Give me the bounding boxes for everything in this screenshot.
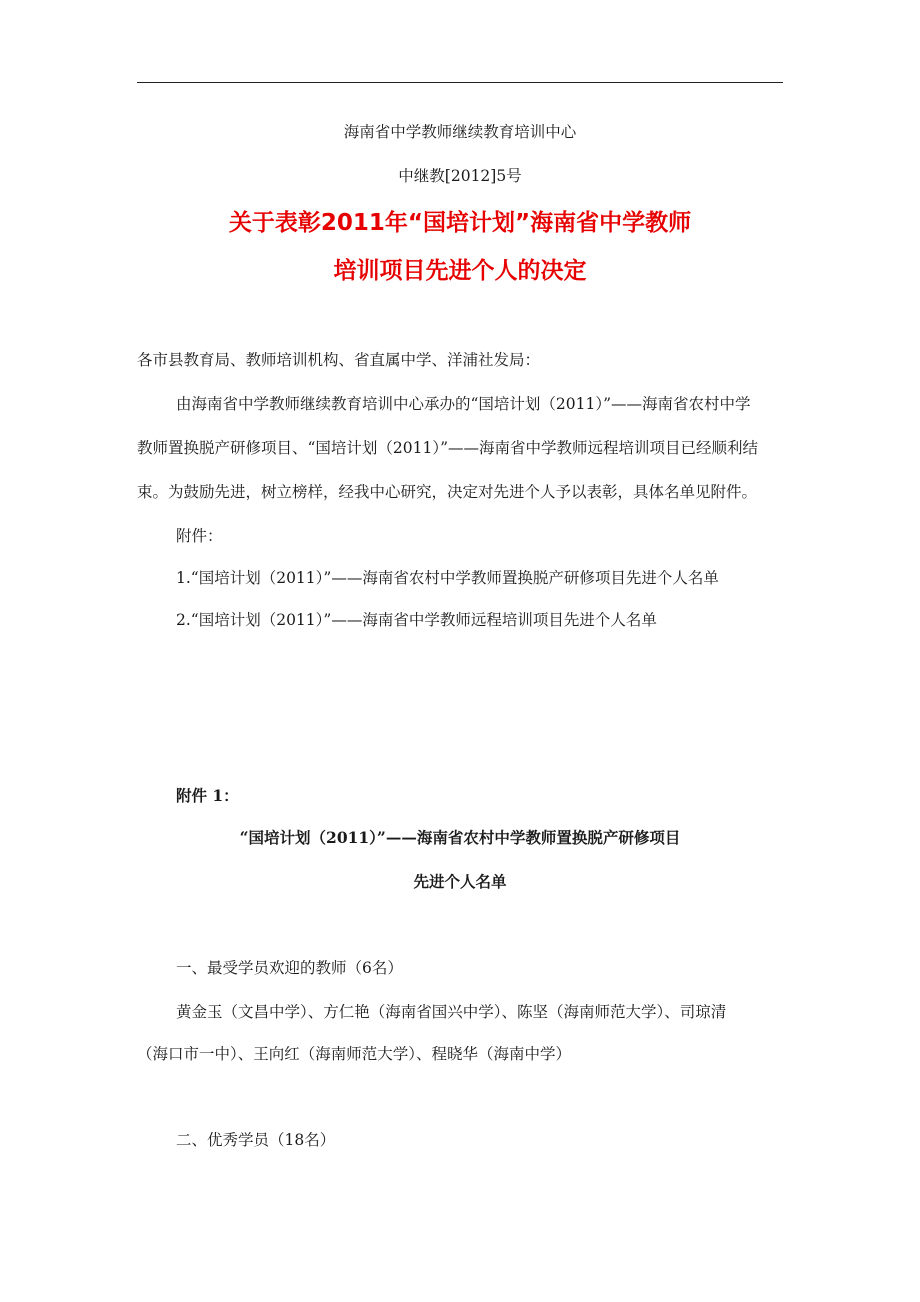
salutation: 各市县教育局、教师培训机构、省直属中学、洋浦社发局： [137, 351, 541, 369]
document-number: 中继教[2012]5号 [398, 167, 522, 185]
document-title-line-2: 培训项目先进个人的决定 [333, 258, 587, 284]
section-1-names-line-1: 黄金玉（文昌中学）、方仁艳（海南省国兴中学）、陈坚（海南师范大学）、司琼清 [176, 1003, 727, 1021]
section-1-title: 一、最受学员欢迎的教师（6名） [176, 959, 403, 977]
document-title-line-1: 关于表彰2011年“国培计划”海南省中学教师 [228, 210, 692, 236]
body-paragraph-line-1: 由海南省中学教师继续教育培训中心承办的“国培计划（2011）”——海南省农村中学 [176, 395, 751, 413]
attachment-item-2: 2.“国培计划（2011）”——海南省中学教师远程培训项目先进个人名单 [176, 611, 657, 629]
body-paragraph-line-3: 束。为鼓励先进，树立榜样，经我中心研究，决定对先进个人予以表彰，具体名单见附件。 [137, 483, 758, 501]
body-paragraph-line-2: 教师置换脱产研修项目、“国培计划（2011）”——海南省中学教师远程培训项目已经顺利结 [137, 439, 759, 457]
section-2-title: 二、优秀学员（18名） [176, 1131, 336, 1149]
header-rule [137, 82, 783, 83]
section-1-names-line-2: （海口市一中）、王向红（海南师范大学）、程晓华（海南中学） [137, 1045, 572, 1063]
annex-1-heading-line-2: 先进个人名单 [413, 872, 507, 891]
issuer-name: 海南省中学教师继续教育培训中心 [343, 123, 577, 141]
annex-1-label: 附件 1： [176, 786, 239, 805]
annex-1-heading-line-1: “国培计划（2011）”——海南省农村中学教师置换脱产研修项目 [239, 828, 681, 847]
attachments-label: 附件： [176, 527, 223, 545]
attachment-item-1: 1.“国培计划（2011）”——海南省农村中学教师置换脱产研修项目先进个人名单 [176, 569, 719, 587]
